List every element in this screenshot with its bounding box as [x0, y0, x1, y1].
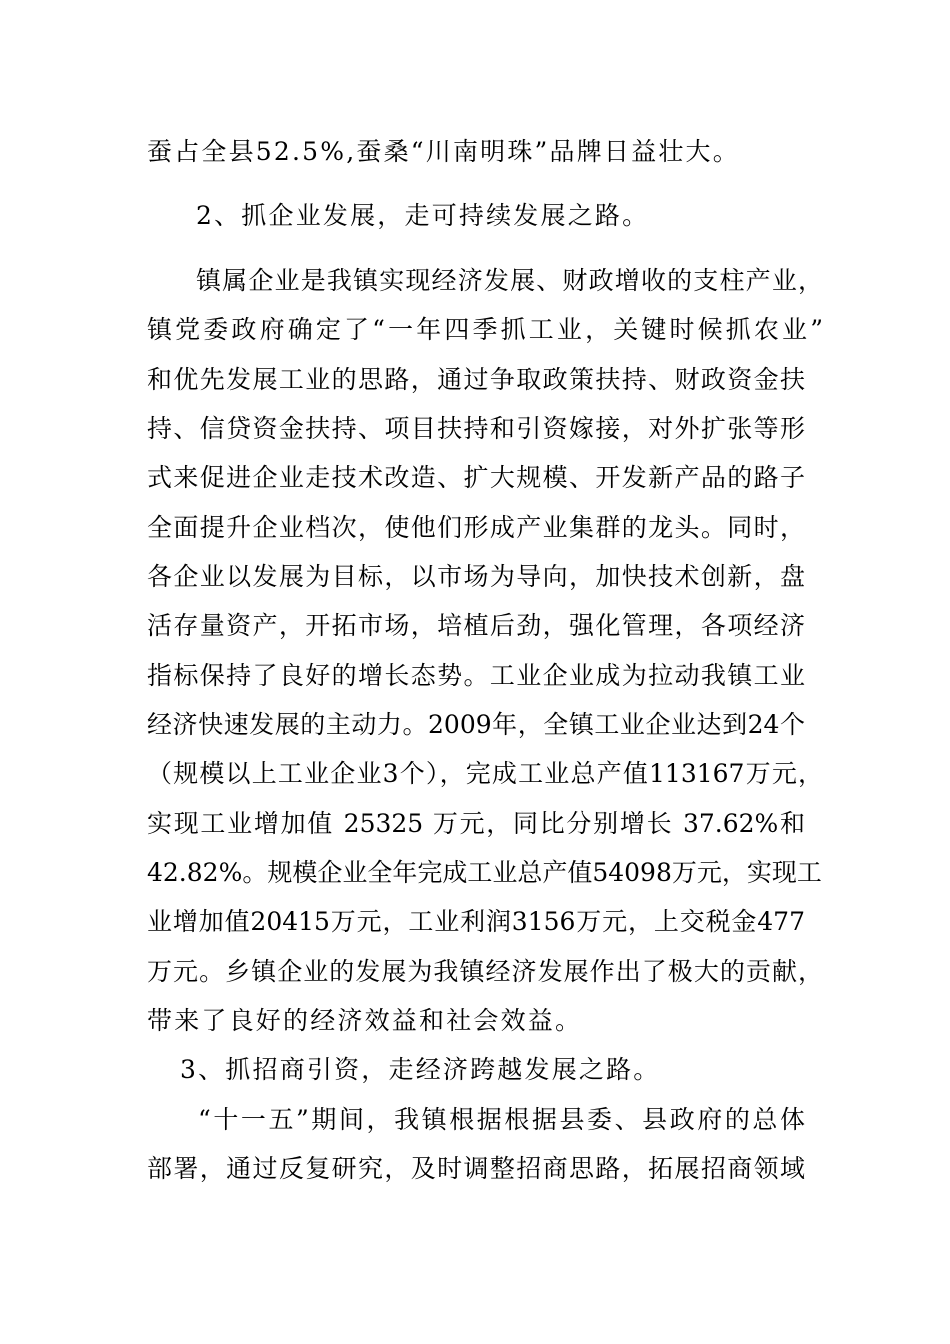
- paragraph-line: 部署，通过反复研究，及时调整招商思路，拓展招商领域: [147, 1154, 805, 1183]
- section-heading: 2、抓企业发展，走可持续发展之路。: [196, 201, 650, 230]
- paragraph-line: 带来了良好的经济效益和社会效益。: [147, 1006, 583, 1035]
- paragraph-line: 镇属企业是我镇实现经济发展、财政增收的支柱产业，: [196, 266, 823, 295]
- paragraph-line: “十一五”期间，我镇根据根据县委、县政府的总体: [198, 1105, 805, 1134]
- paragraph-line: 全面提升企业档次，使他们形成产业集群的龙头。同时，: [147, 513, 805, 542]
- paragraph-line: 式来促进企业走技术改造、扩大规模、开发新产品的路子: [147, 463, 805, 492]
- paragraph-line: 业增加值20415万元，工业利润3156万元，上交税金477: [147, 907, 805, 936]
- paragraph-line: 蚕占全县52.5%,蚕桑“川南明珠”品牌日益壮大。: [147, 137, 740, 166]
- paragraph-line: 经济快速发展的主动力。2009年，全镇工业企业达到24个: [147, 710, 805, 739]
- paragraph-line: 镇党委政府确定了“一年四季抓工业，关键时候抓农业”: [147, 315, 823, 344]
- paragraph-line: 各企业以发展为目标，以市场为导向，加快技术创新，盘: [147, 562, 805, 591]
- paragraph-line: 万元。乡镇企业的发展为我镇经济发展作出了极大的贡献，: [147, 957, 823, 986]
- paragraph-line: 和优先发展工业的思路，通过争取政策扶持、财政资金扶: [147, 365, 805, 394]
- paragraph-line: 42.82%。规模企业全年完成工业总产值54098万元，实现工: [147, 858, 822, 887]
- paragraph-line: 持、信贷资金扶持、项目扶持和引资嫁接，对外扩张等形: [147, 414, 805, 443]
- paragraph-line: （规模以上工业企业3个），完成工业总产值113167万元，: [147, 759, 823, 788]
- paragraph-line: 指标保持了良好的增长态势。工业企业成为拉动我镇工业: [147, 661, 805, 690]
- paragraph-line: 活存量资产，开拓市场，培植后劲，强化管理，各项经济: [147, 611, 805, 640]
- section-heading: 3、抓招商引资，走经济跨越发展之路。: [180, 1055, 661, 1084]
- paragraph-line: 实现工业增加值 25325 万元，同比分别增长 37.62%和: [147, 809, 805, 838]
